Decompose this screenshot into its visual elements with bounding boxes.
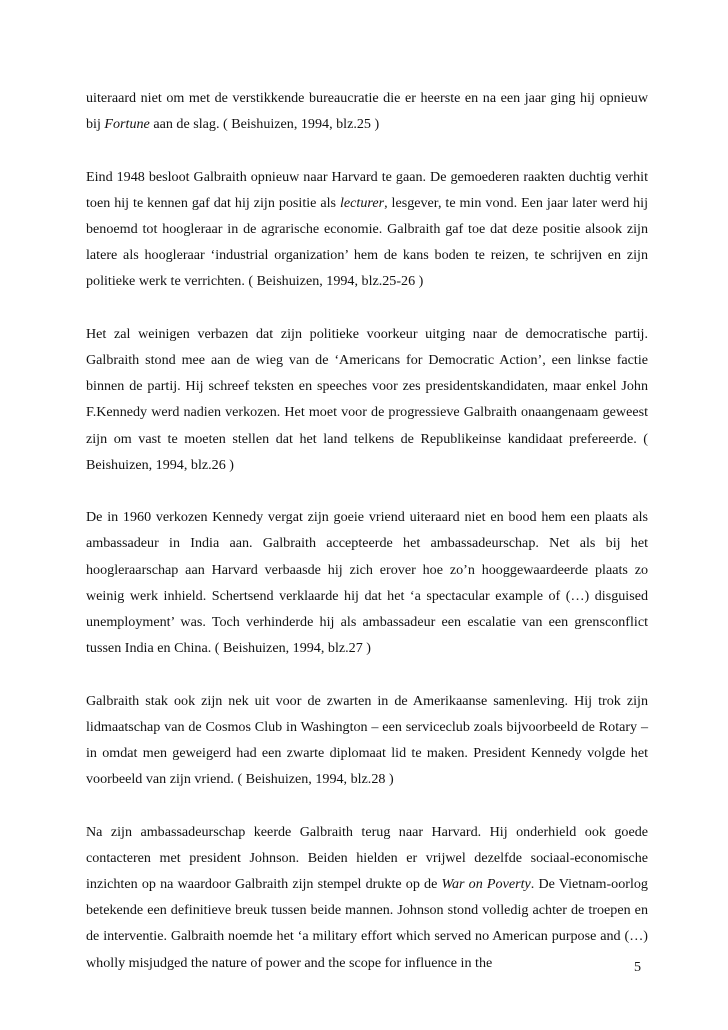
paragraph [86,321,648,478]
text-run: De in 1960 verkozen Kennedy vergat zijn goeie vriend uiteraard niet en bood hem een plaats als ambassadeur in India aan. Galbraith accepteerde het ambassadeurschap. Net als bij het hoogleraarschap aan Harvard verbaasde hij zich erover hoe zo’n hooggewaardeerde plaats zo weinig werk inhield. Schertsend verklaarde hij dat het ‘a spectacular example of (…) disguised unemployment’ was. Toch verhinderde hij als ambassadeur een escalatie van een grensconflict tussen India en China. ( Beishuizen, 1994, blz.27 ) [86,509,648,657]
page-number: 5 [633,959,641,975]
paragraph [86,164,648,295]
paragraph [86,85,648,137]
body-text [86,85,648,1002]
text-run: Eind 1948 besloot Galbraith opnieuw naar Harvard te gaan. De gemoederen raakten duchtig verhit toen hij te kennen gaf dat hij zijn positie als [86,168,648,211]
text-run: aan de slag. ( Beishuizen, 1994, blz.25 ) [149,116,380,133]
paragraph [86,504,648,661]
italic-text: lecturer [339,194,385,211]
text-run: Na zijn ambassadeurschap keerde Galbraith terug naar Harvard. Hij onderhield ook goede contacteren met president Johnson. Beiden hielden er vrijwel dezelfde sociaal-economische inzichten op na waardoor Galbraith zijn stempel drukte op de [86,823,648,893]
text-run: Het zal weinigen verbazen dat zijn politieke voorkeur uitging naar de democratische partij. Galbraith stond mee aan de wieg van de ‘Americans for Democratic Action’, een linkse factie binnen de partij. Hij schreef teksten en speeches voor zes presidentskandidaten, maar enkel John F.Kennedy werd nadien verkozen. Het moet voor de progressieve Galbraith onaangenaam geweest zijn om vast te moeten stellen dat het land telkens de Republikeinse kandidaat prefereerde. ( Beishuizen, 1994, blz.26 ) [86,325,648,473]
paragraph [86,688,648,793]
italic-text: War on Poverty [441,876,531,893]
italic-text: Fortune [104,116,150,133]
text-run: Galbraith stak ook zijn nek uit voor de zwarten in de Amerikaanse samenleving. Hij trok zijn lidmaatschap van de Cosmos Club in Washington – een serviceclub zoals bijvoorbeeld de Rotary – in omdat men geweigerd had een zwarte diplomaat lid te maken. President Kennedy volgde het voorbeeld van zijn vriend. ( Beishuizen, 1994, blz.28 ) [86,692,648,788]
text-run: , lesgever, te min vond. Een jaar later werd hij benoemd tot hoogleraar in de agrarische economie. Galbraith gaf toe dat deze positie alsook zijn latere als hoogleraar ‘industrial organization’ hem de kans boden te reizen, te schrijven en zijn politieke werk te verrichten. ( Beishuizen, 1994, blz.25-26 ) [86,194,648,290]
text-run: uiteraard niet om met de verstikkende bureaucratie die er heerste en na een jaar ging hij opnieuw bij [86,90,648,133]
text-run: . De Vietnam-oorlog betekende een definitieve breuk tussen beide mannen. Johnson stond volledig achter de troepen en de interventie. Galbraith noemde het ‘a military effort which served no American purpose and (…) wholly misjudged the nature of power and the scope for influence in the [86,876,648,971]
paragraph [86,819,648,976]
